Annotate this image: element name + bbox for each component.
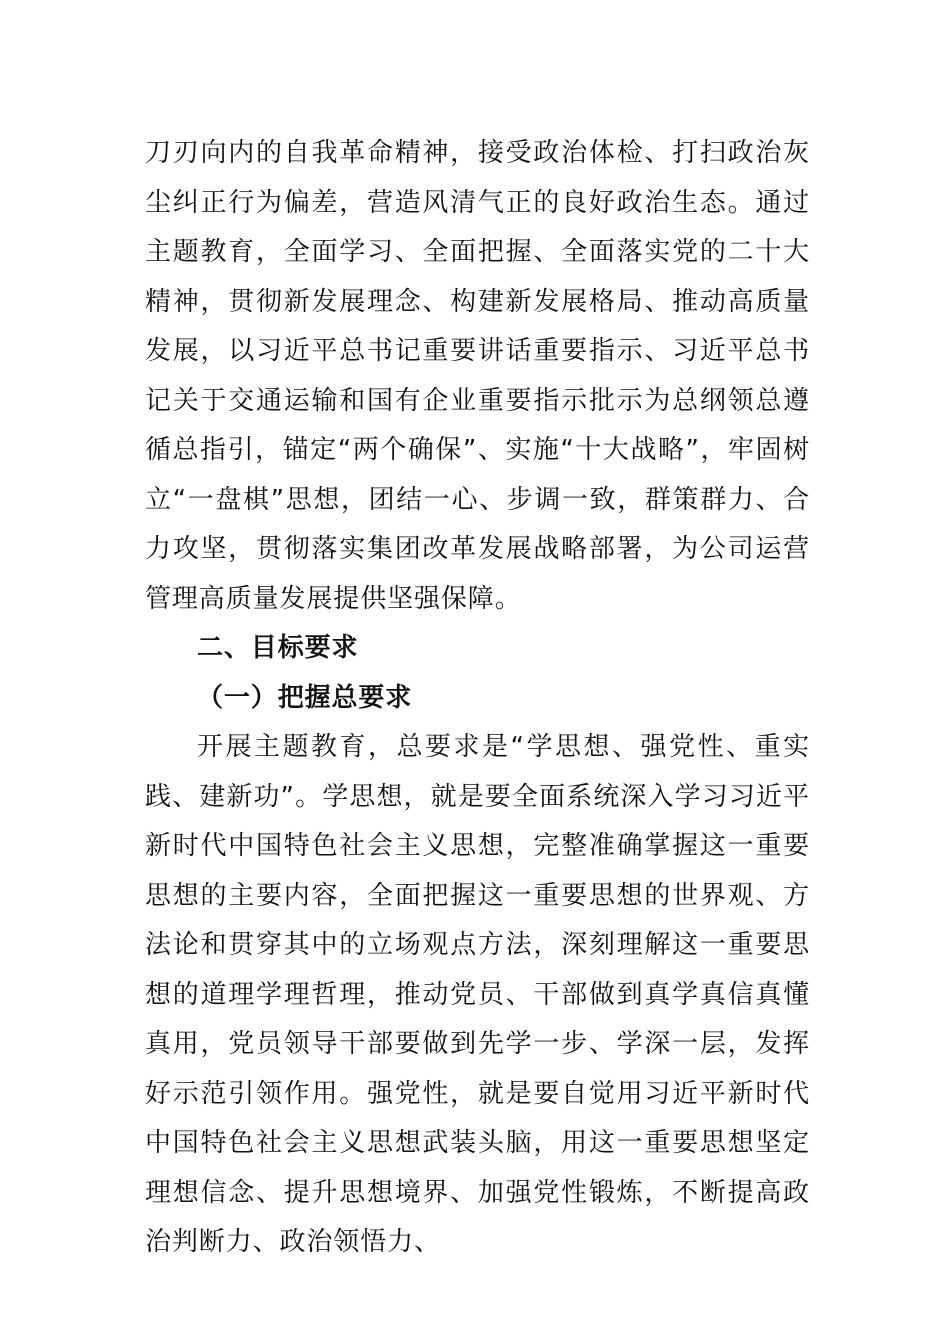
paragraph-continuation: 刀刃向内的自我革命精神，接受政治体检、打扫政治灰尘纠正行为偏差，营造风清气正的良好政治生态。通过主题教育，全面学习、全面把握、全面落实党的二十大精神，贯彻新发展理念、构建新发展格局、推动高质量发展，以习近平总书记重要讲话重要指示、习近平总书记关于交通运输和国有企业重要指示批示为总纲领总遵循总指引，锚定“两个确保”、实施“十大战略”，牢固树立“一盘棋”思想，团结一心、步调一致，群策群力、合力攻坚，贯彻落实集团改革发展战略部署，为公司运营管理高质量发展提供坚强保障。	[145, 138, 810, 614]
section-heading: 二、目标要求	[197, 633, 359, 663]
subsection-heading: （一）把握总要求	[197, 682, 413, 713]
paragraph-requirements: 开展主题教育，总要求是“学思想、强党性、重实践、建新功”。学思想，就是要全面系统深入学习习近平新时代中国特色社会主义思想，完整准确掌握这一重要思想的主要内容，全面把握这一重要思想的世界观、方法论和贯穿其中的立场观点方法，深刻理解这一重要思想的道理学理哲理，推动党员、干部做到真学真信真懂真用，党员领导干部要做到先学一步、学深一层，发挥好示范引领作用。强党性，就是要自觉用习近平新时代中国特色社会主义思想武装头脑，用这一重要思想坚定理想信念、提升思想境界、加强党性锻炼，不断提高政治判断力、政治领悟力、	[145, 732, 810, 1257]
document-body	[145, 129, 810, 1268]
